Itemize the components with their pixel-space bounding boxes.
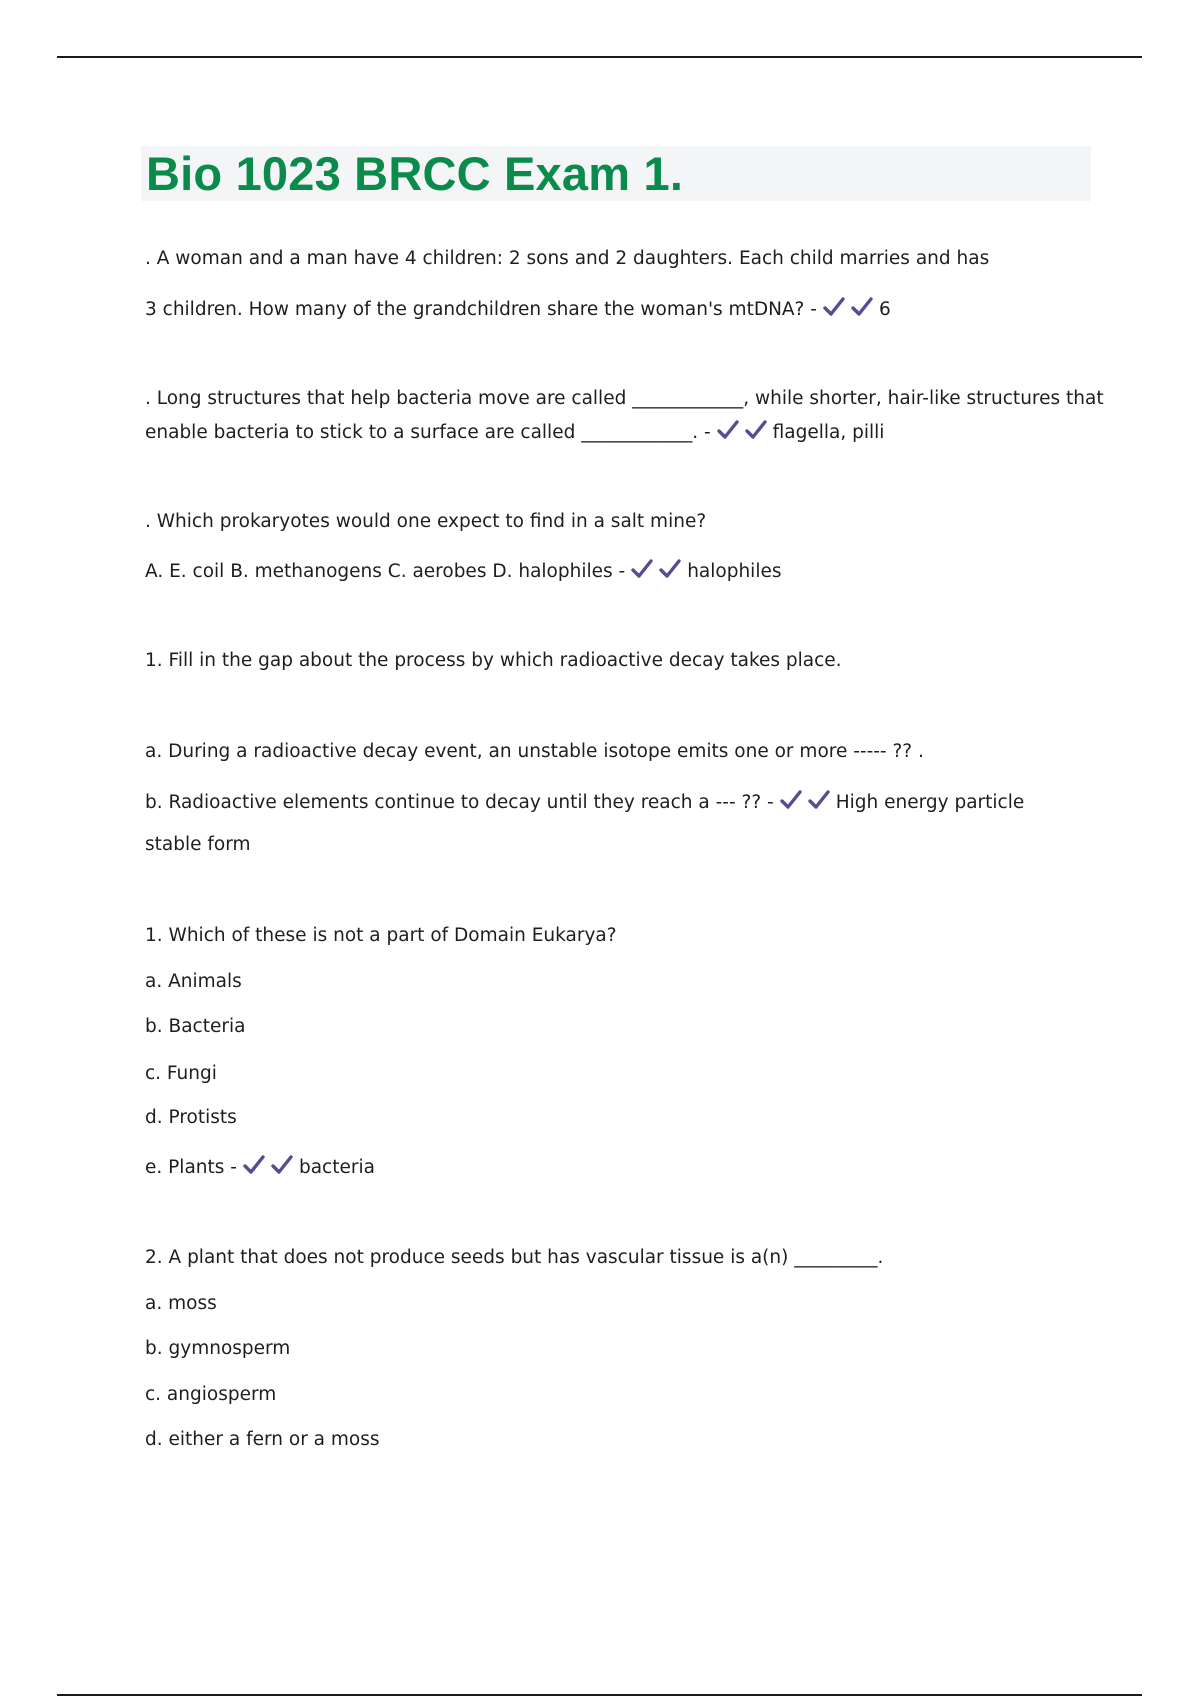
- q4-checks: [780, 789, 830, 811]
- check-icon: [851, 296, 873, 318]
- q4-answer: High energy particle: [835, 792, 1025, 813]
- q4-line4: stable form: [145, 834, 251, 855]
- q1-line2: [145, 296, 891, 322]
- q3-checks: [631, 558, 681, 580]
- q6-option-d: d. either a fern or a moss: [145, 1429, 380, 1450]
- q5-checks: [243, 1154, 293, 1176]
- q2-line2: [145, 419, 884, 445]
- check-icon: [745, 419, 767, 441]
- q4-line3: [145, 789, 1024, 815]
- q1-checks: [823, 296, 873, 318]
- q4-line2: a. During a radioactive decay event, an unstable isotope emits one or more ----- ?? .: [145, 741, 924, 762]
- q6-option-a: a. moss: [145, 1293, 217, 1314]
- check-icon: [659, 558, 681, 580]
- check-icon: [243, 1154, 265, 1176]
- q3-line1: . Which prokaryotes would one expect to find in a salt mine?: [145, 511, 707, 532]
- check-icon: [780, 789, 802, 811]
- q4-text: b. Radioactive elements continue to decay until they reach a --- ?? -: [145, 792, 774, 813]
- document-title: Bio 1023 BRCC Exam 1.: [146, 147, 684, 200]
- q5-option-d: d. Protists: [145, 1107, 237, 1128]
- q5-option-e: [145, 1154, 375, 1180]
- q2-answer: flagella, pilli: [772, 422, 885, 443]
- check-icon: [631, 558, 653, 580]
- check-icon: [717, 419, 739, 441]
- q1-answer: 6: [878, 299, 891, 320]
- q5-question: 1. Which of these is not a part of Domain Eukarya?: [145, 925, 617, 946]
- q5-last-option: e. Plants -: [145, 1157, 237, 1178]
- q5-option-c: c. Fungi: [145, 1063, 217, 1084]
- q3-answer: halophiles: [687, 561, 782, 582]
- q5-option-b: b. Bacteria: [145, 1016, 246, 1037]
- check-icon: [808, 789, 830, 811]
- q2-checks: [717, 419, 767, 441]
- q5-option-a: a. Animals: [145, 971, 242, 992]
- q6-option-c: c. angiosperm: [145, 1384, 277, 1405]
- bottom-rule: [57, 1694, 1142, 1696]
- q6-question: 2. A plant that does not produce seeds but has vascular tissue is a(n) _________.: [145, 1247, 884, 1268]
- q2-line1: . Long structures that help bacteria move are called ____________, while shorter, hair-like structures that: [145, 388, 1104, 409]
- q3-text: A. E. coil B. methanogens C. aerobes D. halophiles -: [145, 561, 626, 582]
- q2-text: enable bacteria to stick to a surface are called ____________. -: [145, 422, 711, 443]
- q3-line2: [145, 558, 781, 584]
- q6-option-b: b. gymnosperm: [145, 1338, 291, 1359]
- q4-line1: 1. Fill in the gap about the process by which radioactive decay takes place.: [145, 650, 842, 671]
- q5-answer: bacteria: [298, 1157, 375, 1178]
- top-rule: [57, 56, 1142, 58]
- check-icon: [823, 296, 845, 318]
- q1-line1: . A woman and a man have 4 children: 2 sons and 2 daughters. Each child marries and has: [145, 248, 990, 269]
- q1-text: 3 children. How many of the grandchildren share the woman's mtDNA? -: [145, 299, 817, 320]
- check-icon: [271, 1154, 293, 1176]
